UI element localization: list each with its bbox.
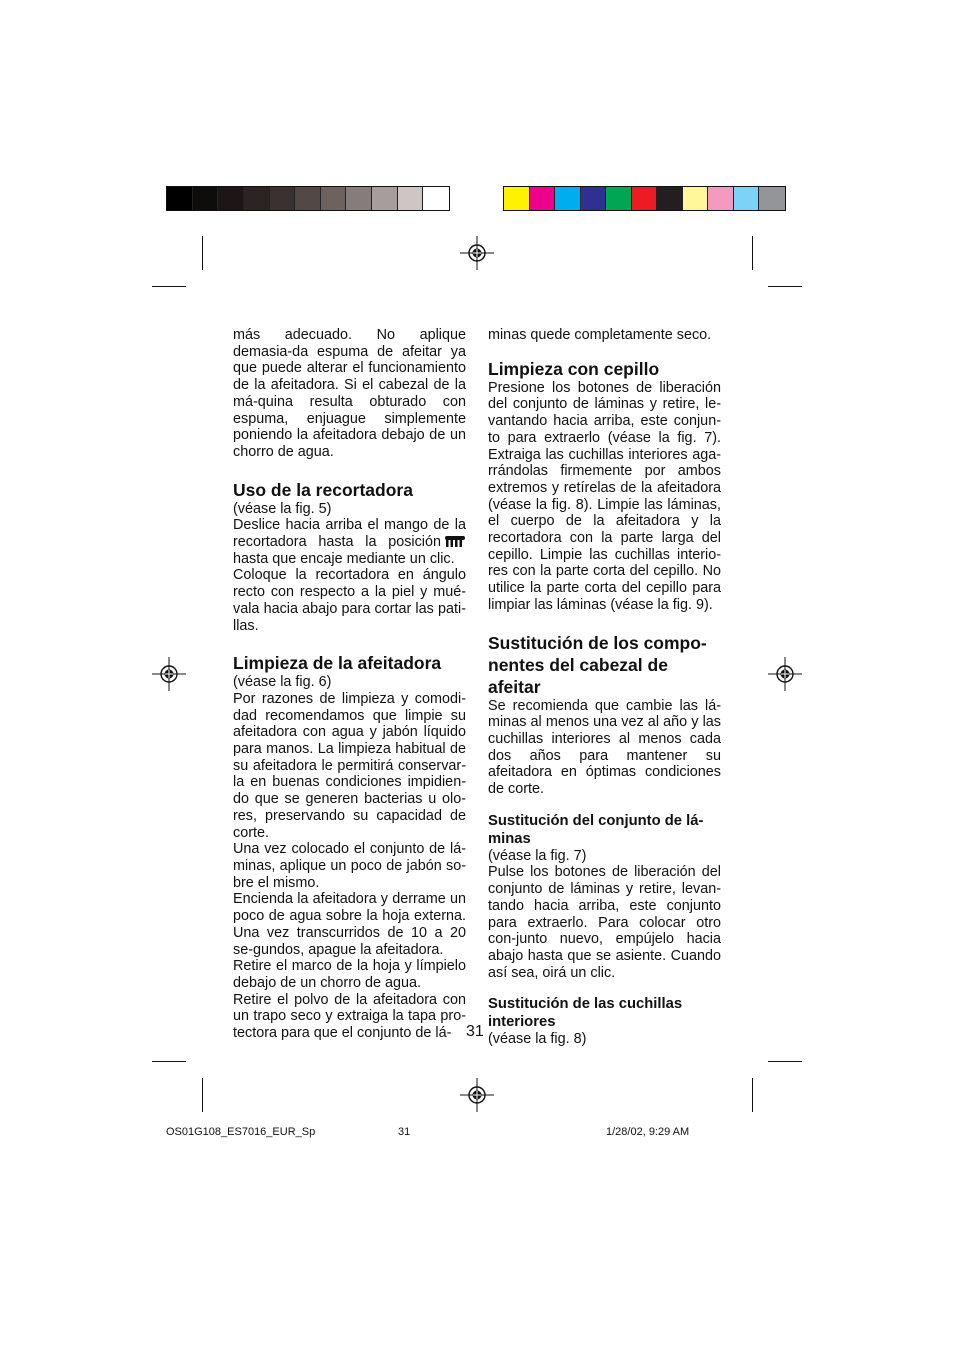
color-swatch: [218, 187, 244, 210]
footer-filename: OS01G108_ES7016_EUR_Sp: [166, 1126, 316, 1138]
color-swatch: [759, 187, 785, 210]
color-swatch: [632, 187, 658, 210]
paragraph: Presione los botones de liberación del conjunto de láminas y retire, le-vantando hacia arriba, este conjun-to para extraerlo (véase la fig. 7). Extraiga las cuchillas interiores aga-rrándolas firmemente por ambos extremos y retírelas de la afeitadora (véase la fig. 8). Limpie las láminas, el cuerpo de la afeitadora y la recortadora con la parte larga del cepillo. Limpie las cuchillas interio-res con la parte corta del cepillo. No utilice la parte corta del cepillo para limpiar las láminas (véase la fig. 9).: [488, 379, 721, 613]
crop-mark: [152, 286, 186, 287]
color-swatch: [372, 187, 398, 210]
crop-mark: [768, 1061, 802, 1062]
color-swatch: [504, 187, 530, 210]
paragraph: Retire el marco de la hoja y límpielo debajo de un chorro de agua.: [233, 958, 466, 991]
registration-target-icon: [460, 1078, 494, 1112]
grayscale-calibration-bar: [166, 186, 450, 211]
color-swatch: [581, 187, 607, 210]
left-column: [233, 327, 466, 1042]
color-swatch: [295, 187, 321, 210]
paragraph: Deslice hacia arriba el mango de la recortadora hasta la posición hasta que encaje mediante un clic.: [233, 517, 466, 567]
color-calibration-bar: [503, 186, 786, 211]
color-swatch: [193, 187, 219, 210]
color-swatch: [606, 187, 632, 210]
paragraph: más adecuado. No aplique demasia-da espuma de afeitar ya que puede alterar el funcionamiento de la afeitadora. Si el cabezal de la má-quina resulta obturado con espuma, enjuague simplemente poniendo la afeitadora debajo de un chorro de agua.: [233, 327, 466, 460]
figure-reference: (véase la fig. 5): [233, 500, 332, 517]
crop-mark: [202, 1078, 203, 1112]
color-swatch: [398, 187, 424, 210]
figure-reference: (véase la fig. 6): [233, 674, 332, 691]
crop-mark: [152, 1061, 186, 1062]
color-swatch: [167, 187, 193, 210]
paragraph: Por razones de limpieza y comodi-dad recomendamos que limpie su afeitadora con agua y jabón líquido para manos. La limpieza habitual de su afeitadora le permitirá conservar-la en buenas condiciones impidien-do que se generen bacterias u olo-res, preservando su capacidad de corte.: [233, 690, 466, 841]
subsection-heading-conjunto-laminas: Sustitución del conjunto de lá-minas: [488, 812, 704, 847]
paragraph: Pulse los botones de liberación del conjunto de láminas y retire, levan-tando hacia arriba, este conjunto para extraerlo. Para colocar otro con-junto nuevo, empújelo hacia abajo hasta que se asiente. Cuando así sea, oirá un clic.: [488, 864, 721, 981]
color-swatch: [657, 187, 683, 210]
figure-reference: (véase la fig. 8): [488, 1031, 587, 1048]
color-swatch: [321, 187, 347, 210]
crop-mark: [752, 1078, 753, 1112]
color-swatch: [270, 187, 296, 210]
color-swatch: [423, 187, 449, 210]
page-number: 31: [466, 1023, 484, 1040]
figure-reference: (véase la fig. 7): [488, 847, 587, 864]
section-heading-limpieza-afeitadora: Limpieza de la afeitadora: [233, 653, 442, 674]
registration-target-icon: [460, 236, 494, 270]
color-swatch: [555, 187, 581, 210]
color-swatch: [530, 187, 556, 210]
color-swatch: [708, 187, 734, 210]
paragraph: Coloque la recortadora en ángulo recto con respecto a la piel y mué-vala hacia abajo para cortar las pati-llas.: [233, 567, 466, 634]
registration-target-icon: [768, 657, 802, 691]
subsection-heading-cuchillas-interiores: Sustitución de las cuchillas interiores: [488, 996, 683, 1031]
color-swatch: [244, 187, 270, 210]
color-swatch: [734, 187, 760, 210]
crop-mark: [202, 236, 203, 270]
right-column: [488, 327, 721, 1048]
paragraph: minas quede completamente seco.: [488, 327, 712, 343]
paragraph: Una vez colocado el conjunto de lá-minas, aplique un poco de jabón so-bre el mismo.: [233, 841, 466, 891]
crop-mark: [768, 286, 802, 287]
registration-target-icon: [152, 657, 186, 691]
trimmer-position-icon: [444, 535, 466, 548]
footer-timestamp: 1/28/02, 9:29 AM: [606, 1126, 690, 1138]
paragraph: Se recomienda que cambie las lá-minas al menos una vez al año y las cuchillas interiores al menos cada dos años para mantener su afeitadora en óptimas condiciones de corte.: [488, 697, 721, 798]
paragraph: Encienda la afeitadora y derrame un poco de agua sobre la hoja externa. Una vez transcurridos de 10 a 20 se-gundos, apague la afeitadora.: [233, 891, 466, 958]
paragraph: Retire el polvo de la afeitadora con un trapo seco y extraiga la tapa pro-tectora para que el conjunto de lá-: [233, 991, 466, 1042]
section-heading-uso-recortadora: Uso de la recortadora: [233, 479, 413, 500]
footer-page: 31: [398, 1126, 411, 1138]
crop-mark: [752, 236, 753, 270]
color-swatch: [683, 187, 709, 210]
section-heading-limpieza-cepillo: Limpieza con cepillo: [488, 358, 660, 379]
section-heading-sustitucion-componentes: Sustitución de los compo-nentes del cabezal de afeitar: [488, 632, 707, 697]
color-swatch: [346, 187, 372, 210]
